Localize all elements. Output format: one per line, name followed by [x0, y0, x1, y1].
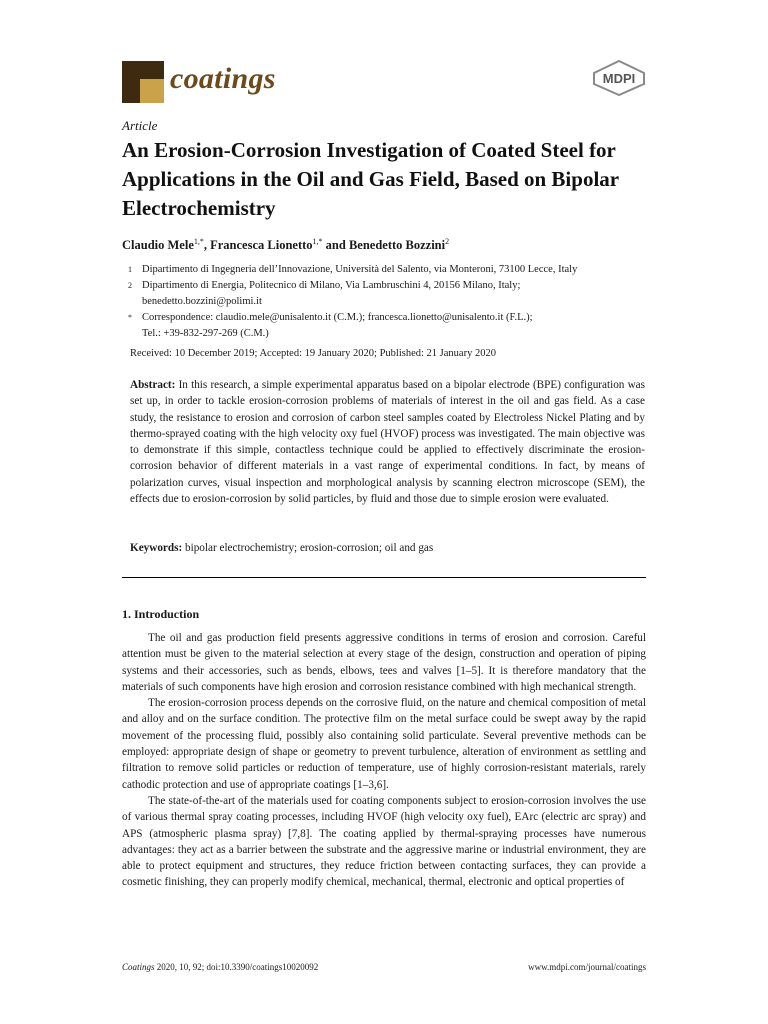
publication-dates: Received: 10 December 2019; Accepted: 19 January 2020; Published: 21 January 2020	[130, 348, 496, 359]
author-affil-marker: 1,*	[312, 237, 323, 246]
author-name: Francesca Lionetto	[210, 238, 313, 253]
affiliation-1: 1 Dipartimento di Ingegneria dell’Innovazione, Università del Salento, via Monteroni, 73100 Lecce, Italy	[128, 264, 578, 275]
mdpi-logo-icon	[592, 60, 646, 96]
mdpi-logo-text: MDPI	[602, 71, 636, 86]
correspondence: * Correspondence: claudio.mele@unisalento.it (C.M.); francesca.lionetto@unisalento.it (F.L.); Tel.: +39-832-297-269 (C.M.)	[128, 312, 533, 339]
paragraph-1: The oil and gas production field presents aggressive conditions in terms of erosion and corrosion. Careful attention must be given to the material selection at every stage of the design, construction and operation of piping systems and their accessories, such as bends, elbows, tees and valves [1–5]. It is therefore mandatory that the materials of such components have high erosion and corrosion resistance combined with high mechanical strength.	[122, 632, 646, 693]
paragraph-3: The state-of-the-art of the materials used for coating components subject to erosion-corrosion involves the use of various thermal spray coating processes, including HVOF (high velocity oxy fuel), EArc (electric arc spray) and APS (atmospheric plasma spray) [7,8]. The coating applied by thermal-spraying processes have numerous advantages: they act as a barrier between the substrate and the aggressive marine or industrial environment, they are able to protect equipment and structures, they reduce friction between contacting surfaces, they can provide a cosmetic finishing, they can properly modify chemical, mechanical, thermal, electronic and optical properties of	[122, 794, 646, 889]
keywords	[130, 542, 433, 554]
author-name: Claudio Mele	[122, 238, 194, 253]
footer-journal: Coatings	[122, 962, 155, 972]
author-name: Benedetto Bozzini	[348, 238, 446, 253]
keywords-text: bipolar electrochemistry; erosion-corrosion; oil and gas	[182, 542, 434, 554]
journal-name: coatings	[170, 62, 276, 95]
affiliation-2: 2 Dipartimento di Energia, Politecnico di Milano, Via Lambruschini 4, 20156 Milano, Italy; benedetto.bozzini@polimi.it	[128, 278, 520, 310]
paragraph-2: The erosion-corrosion process depends on the corrosive fluid, on the nature and chemical composition of metal and alloy and on the surface condition. The protective film on the metal surface could be swept away by the rapid movement of the processing fluid, possibly also containing solid particulate. Several preventive methods can be employed: appropriate design of shape or geometry to prevent turbulence, alteration of environment as settling and filtration to remove solid particles or reduction of temperature, use of highly corrosion-resistant materials, rarely cathodic protection and use of appropriate coatings [1–3,6].	[122, 697, 646, 791]
author-affil-marker: 1,*	[193, 237, 204, 246]
article-type: Article	[122, 118, 158, 133]
email-link[interactable]: benedetto.bozzini@polimi.it	[142, 296, 262, 307]
footer-url[interactable]: www.mdpi.com/journal/coatings	[528, 962, 646, 972]
divider	[122, 577, 646, 578]
article-title: An Erosion-Corrosion Investigation of Coated Steel for Applications in the Oil and Gas Field, Based on Bipolar Electrochemistry	[122, 138, 619, 220]
section-heading: 1. Introduction	[122, 607, 200, 621]
abstract-text: In this research, a simple experimental apparatus based on a bipolar electrode (BPE) configuration was set up, in order to tackle erosion-corrosion problems of materials of interest in the oil and gas field. As a case study, the resistance to erosion and corrosion of carbon steel samples coated by Electroless Nickel Plating and by thermo-sprayed coating with the high velocity oxy fuel (HVOF) process was investigated. The main objective was to demonstrate if this simple, contactless technique could be applied to effectively discriminate the erosion-corrosion behavior of different materials in a vast range of experimental conditions. In fact, by means of polarization curves, visual inspection and morphological analysis by scanning electron microscope (SEM), the effects due to erosion-corrosion by solid particles, by fluid and those due to simple erosion were evaluated.	[130, 379, 645, 506]
abstract	[130, 377, 645, 507]
author-affil-marker: 2	[445, 237, 450, 246]
author-list: Claudio Mele$^{1,*}$, Francesca Lionetto$^{1,*}$ and Benedetto Bozzini$^2$	[122, 237, 450, 253]
footer-citation: Coatings 2020, 10, 92; doi:10.3390/coatings10020092	[122, 962, 319, 972]
abstract-label: Abstract:	[130, 379, 176, 391]
coatings-logo-icon	[122, 61, 164, 103]
keywords-label: Keywords:	[130, 542, 183, 554]
intro-body	[122, 630, 646, 891]
